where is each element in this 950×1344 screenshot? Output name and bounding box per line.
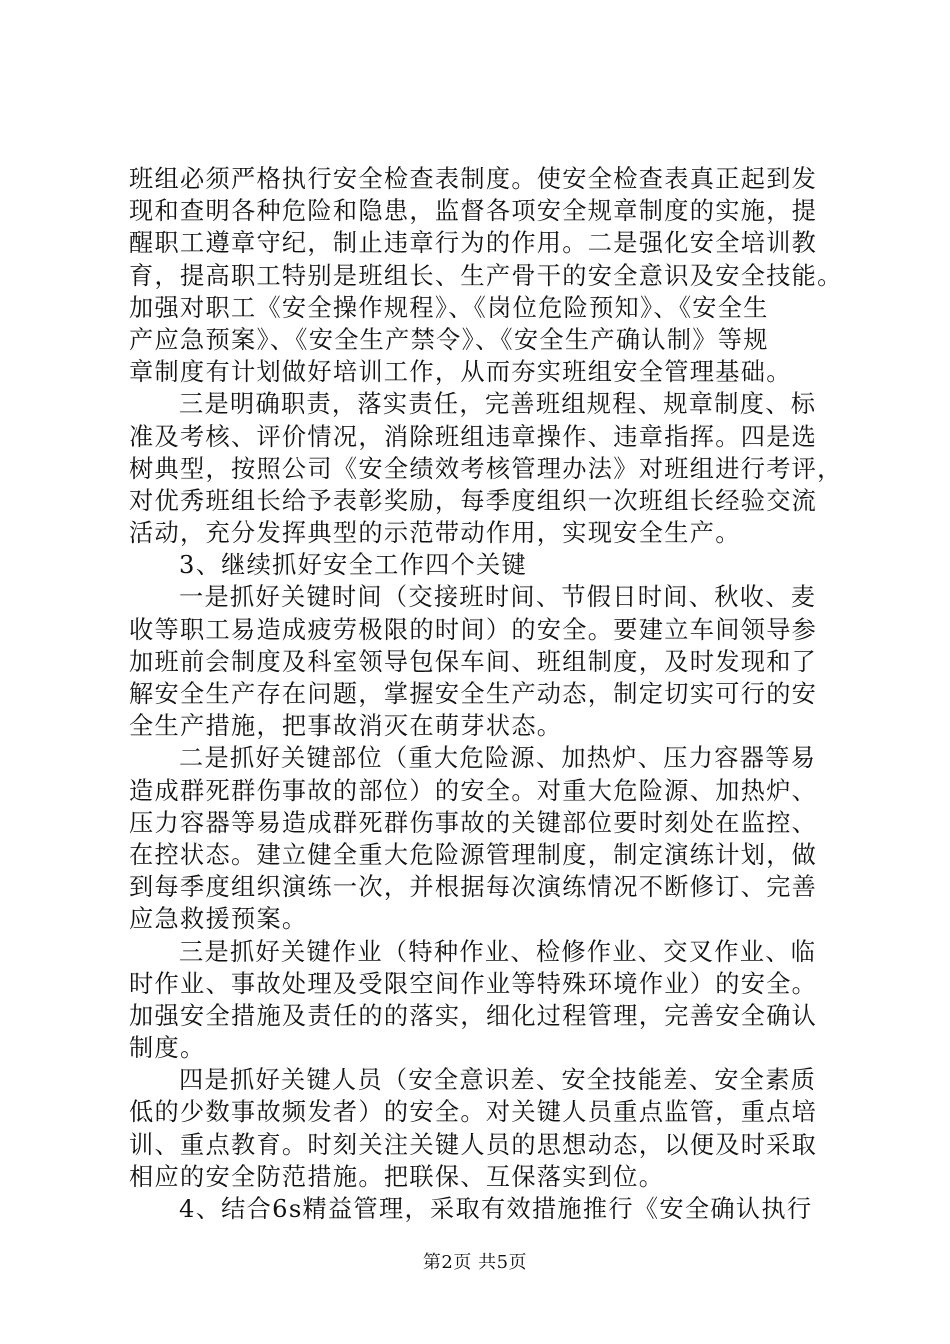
text-line: 醒职工遵章守纪，制止违章行为的作用。二是强化安全培训教: [129, 229, 818, 258]
text-line: 制度。: [129, 1034, 206, 1063]
text-line: 训、重点教育。时刻关注关键人员的思想动态，以便及时采取: [129, 1130, 818, 1159]
text-line: 二是抓好关键部位（重大危险源、加热炉、压力容器等易: [179, 744, 817, 773]
text-line: 章制度有计划做好培训工作，从而夯实班组安全管理基础。: [129, 358, 792, 387]
text-line: 时作业、事故处理及受限空间作业等特殊环境作业）的安全。: [129, 969, 818, 998]
text-line: 收等职工易造成疲劳极限的时间）的安全。要建立车间领导参: [129, 615, 818, 644]
text-line: 准及考核、评价情况，消除班组违章操作、违章指挥。四是选: [129, 422, 818, 451]
text-line: 低的少数事故频发者）的安全。对关键人员重点监管，重点培: [129, 1098, 818, 1127]
text-line: 加强对职工《安全操作规程》、《岗位危险预知》、《安全生: [129, 293, 769, 322]
text-line: 三是明确职责，落实责任，完善班组规程、规章制度、标: [179, 390, 817, 419]
text-line: 树典型，按照公司《安全绩效考核管理办法》对班组进行考评，: [129, 454, 843, 483]
text-line: 在控状态。建立健全重大危险源管理制度，制定演练计划，做: [129, 840, 818, 869]
text-line: 班组必须严格执行安全检查表制度。使安全检查表真正起到发: [129, 165, 818, 193]
text-line: 压力容器等易造成群死群伤事故的关键部位要时刻处在监控、: [129, 808, 818, 837]
text-line: 相应的安全防范措施。把联保、互保落实到位。: [129, 1162, 665, 1191]
text-line: 对优秀班组长给予表彰奖励，每季度组织一次班组长经验交流: [129, 486, 818, 515]
text-line: 四是抓好关键人员（安全意识差、安全技能差、安全素质: [179, 1066, 817, 1095]
text-line: 加班前会制度及科室领导包保车间、班组制度，及时发现和了: [129, 647, 818, 676]
document-body: [129, 163, 849, 1225]
text-line: 到每季度组织演练一次，并根据每次演练情况不断修订、完善: [129, 873, 818, 902]
text-line: 全生产措施，把事故消灭在萌芽状态。: [129, 712, 563, 741]
text-line: 4、结合6s精益管理，采取有效措施推行《安全确认执行: [179, 1195, 813, 1223]
text-line: 一是抓好关键时间（交接班时间、节假日时间、秋收、麦: [179, 583, 817, 612]
text-line: 加强安全措施及责任的的落实，细化过程管理，完善安全确认: [129, 1001, 818, 1030]
text-line: 3、继续抓好安全工作四个关键: [179, 551, 528, 580]
text-line: 三是抓好关键作业（特种作业、检修作业、交叉作业、临: [179, 937, 817, 966]
text-line: 产应急预案》、《安全生产禁令》、《安全生产确认制》等规: [129, 325, 769, 354]
text-line: 现和查明各种危险和隐患，监督各项安全规章制度的实施，提: [129, 197, 818, 226]
text-line: 活动，充分发挥典型的示范带动作用，实现安全生产。: [129, 519, 741, 548]
page-footer: 第2页 共5页: [422, 1252, 528, 1273]
text-line: 应急救援预案。: [129, 905, 308, 934]
text-line: 育，提高职工特别是班组长、生产骨干的安全意识及安全技能。: [129, 261, 843, 290]
text-line: 造成群死群伤事故的部位）的安全。对重大危险源、加热炉、: [129, 776, 818, 805]
text-line: 解安全生产存在问题，掌握安全生产动态，制定切实可行的安: [129, 680, 818, 708]
